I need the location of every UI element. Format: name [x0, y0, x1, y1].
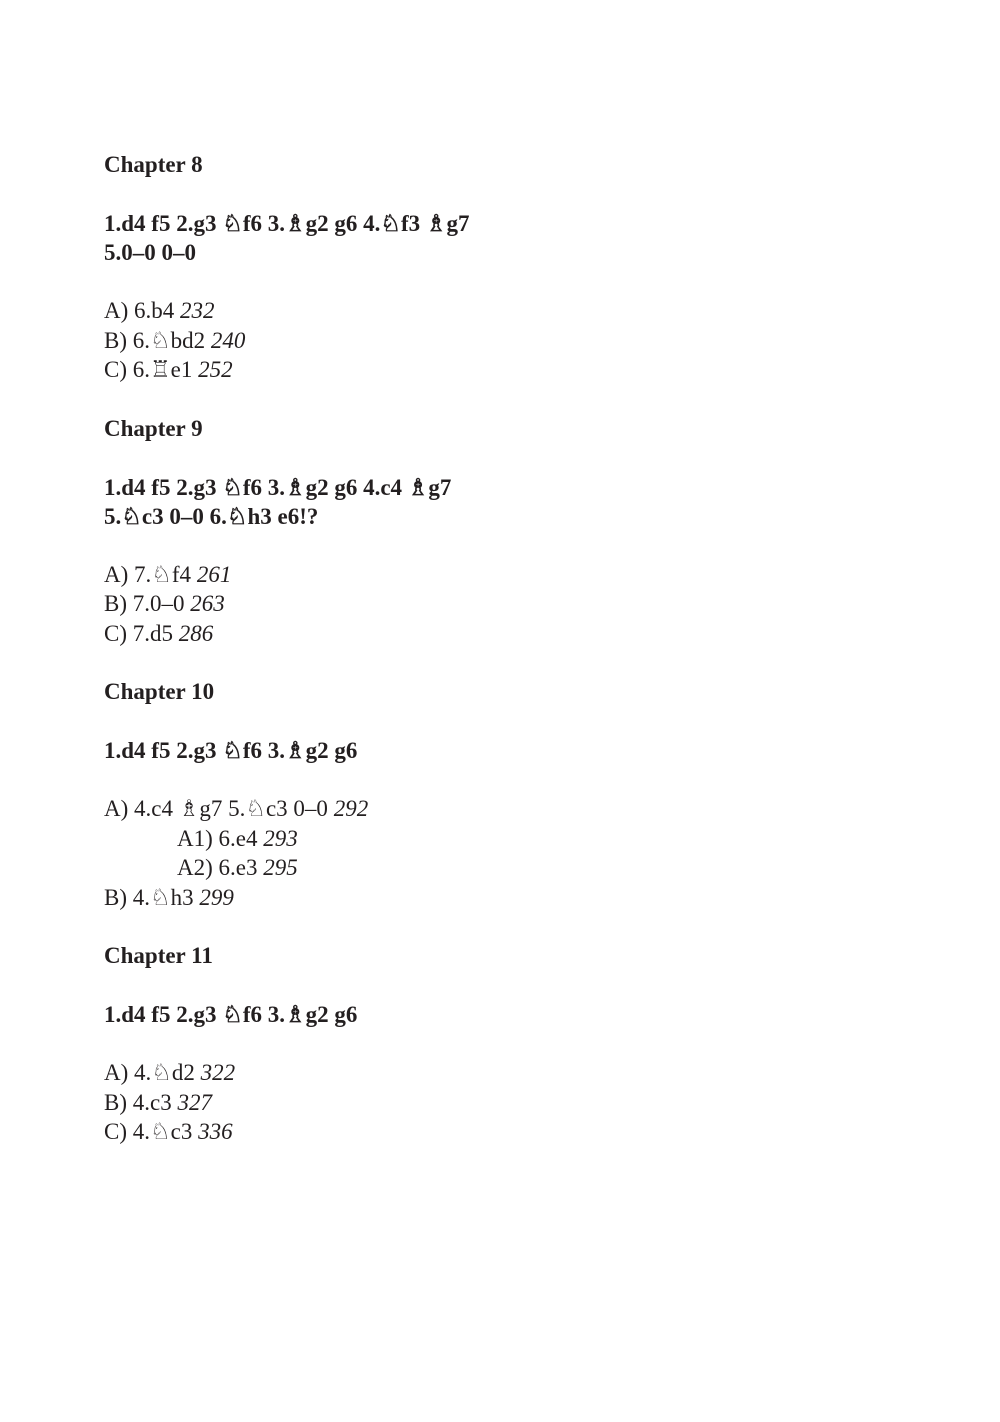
page-number: 261 — [196, 561, 232, 587]
variation-move: C) 7.d5 — [104, 620, 173, 646]
chapter-section — [104, 414, 904, 649]
sub-variation-item — [104, 824, 904, 854]
variation-item — [104, 1058, 904, 1088]
page-number: 336 — [198, 1119, 233, 1144]
chapter-title: Chapter 11 — [104, 943, 213, 968]
chapter-title: Chapter 10 — [104, 679, 215, 704]
page-number: 232 — [180, 298, 215, 323]
chapter-section — [104, 677, 904, 912]
variation-move: C) 6.♖e1 — [104, 357, 193, 382]
variation-item — [104, 619, 904, 649]
variation-item — [104, 794, 904, 824]
variation-move: B) 6.♘bd2 — [104, 327, 206, 353]
page-number: 286 — [178, 620, 214, 646]
variation-move: A) 6.b4 — [104, 298, 175, 323]
variation-item — [104, 355, 904, 385]
variation-item — [104, 1117, 904, 1147]
page-content — [104, 150, 904, 1147]
chapter-mainline: 1.d4 f5 2.g3 ♘f6 3.♗g2 g6 4.c4 ♗g7 5.♘c3 0–0 6.♘h3 e6!? — [104, 474, 452, 529]
variation-move: A) 7.♘f4 — [104, 561, 192, 587]
sub-variation-item — [104, 853, 904, 883]
variation-list — [104, 296, 904, 385]
variation-move: A1) 6.e4 — [177, 825, 258, 851]
variation-list — [104, 794, 904, 912]
page-number: 299 — [199, 884, 234, 910]
variation-move: A2) 6.e3 — [177, 855, 258, 880]
chapter-mainline: 1.d4 f5 2.g3 ♘f6 3.♗g2 g6 — [104, 1002, 358, 1027]
page-number: 295 — [263, 855, 298, 880]
variation-list — [104, 1058, 904, 1147]
chapter-title: Chapter 8 — [104, 152, 203, 177]
variation-move: A) 4.c4 ♗g7 5.♘c3 0–0 — [104, 796, 328, 821]
page-number: 240 — [210, 327, 246, 353]
variation-move: B) 7.0–0 — [104, 591, 185, 616]
chapter-mainline: 1.d4 f5 2.g3 ♘f6 3.♗g2 g6 4.♘f3 ♗g7 5.0–0 0–0 — [104, 211, 470, 265]
variation-item — [104, 1088, 904, 1118]
variation-move: C) 4.♘c3 — [104, 1119, 193, 1144]
page-number: 263 — [190, 591, 225, 616]
variation-list — [104, 560, 904, 649]
variation-move: A) 4.♘d2 — [104, 1060, 195, 1085]
chapter-title: Chapter 9 — [104, 415, 203, 441]
page-number: 292 — [333, 796, 369, 821]
page-number: 293 — [263, 825, 298, 851]
variation-item — [104, 589, 904, 619]
variation-item — [104, 296, 904, 326]
chapter-section — [104, 150, 904, 385]
page-number: 327 — [177, 1089, 212, 1115]
variation-item — [104, 883, 904, 913]
page-number: 252 — [198, 357, 233, 382]
chapter-mainline: 1.d4 f5 2.g3 ♘f6 3.♗g2 g6 — [104, 738, 358, 763]
variation-move: B) 4.c3 — [104, 1089, 172, 1115]
chapter-section — [104, 941, 904, 1147]
variation-item — [104, 560, 904, 590]
variation-move: B) 4.♘h3 — [104, 884, 194, 910]
page-number: 322 — [200, 1060, 236, 1085]
variation-item — [104, 326, 904, 356]
